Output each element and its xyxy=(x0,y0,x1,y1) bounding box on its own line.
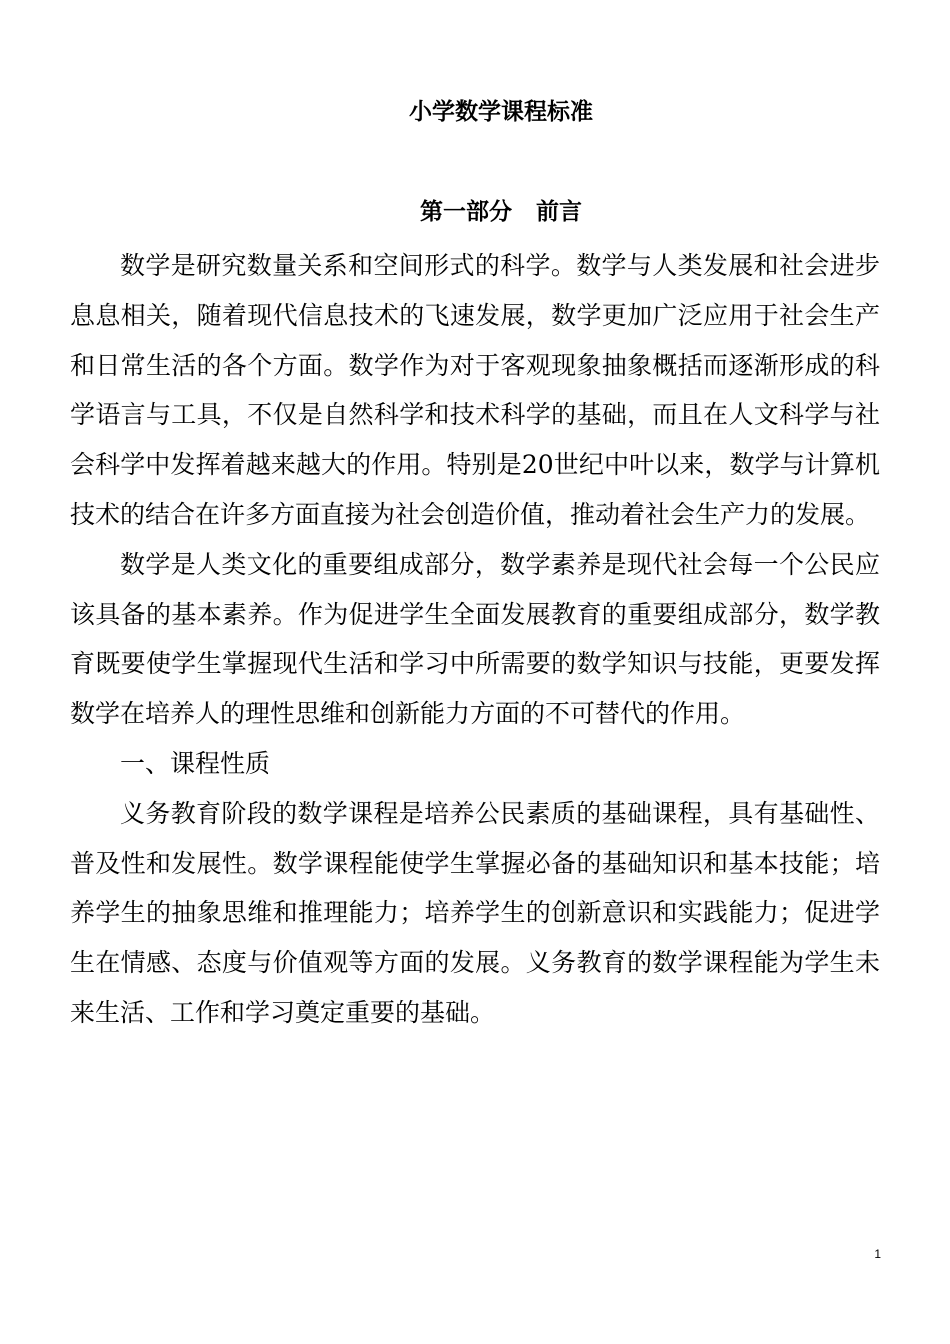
section-heading: 一、课程性质 xyxy=(120,748,271,778)
section-paragraph: 义务教育阶段的数学课程是培养公民素质的基础课程，具有基础性、普及性和发展性。数学课程能使学生掌握必备的基础知识和基本技能；培养学生的抽象思维和推理能力；培养学生的创新意识和实践能力；促进学生在情感、态度与价值观等方面的发展。义务教育的数学课程能为学生未来生活、工作和学习奠定重要的基础。 xyxy=(70,798,880,1027)
part-title: 第一部分 前言 xyxy=(419,198,583,225)
body-paragraph: 数学是研究数量关系和空间形式的科学。数学与人类发展和社会进步息息相关，随着现代信息技术的飞速发展，数学更加广泛应用于社会生产和日常生活的各个方面。数学作为对于客观现象抽象概括而逐渐形成的科学语言与工具，不仅是自然科学和技术科学的基础，而且在人文科学与社会科学中发挥着越来越大的作用。特别是20世纪中叶以来，数学与计算机技术的结合在许多方面直接为社会创造价值，推动着社会生产力的发展。 xyxy=(70,251,880,529)
document-body xyxy=(70,241,880,1038)
page-number: 1 xyxy=(874,1247,881,1261)
body-paragraph: 数学是人类文化的重要组成部分，数学素养是现代社会每一个公民应该具备的基本素养。作为促进学生全面发展教育的重要组成部分，数学教育既要使学生掌握现代生活和学习中所需要的数学知识与技能，更要发挥数学在培养人的理性思维和创新能力方面的不可替代的作用。 xyxy=(70,549,880,729)
document-title: 小学数学课程标准 xyxy=(409,98,593,125)
